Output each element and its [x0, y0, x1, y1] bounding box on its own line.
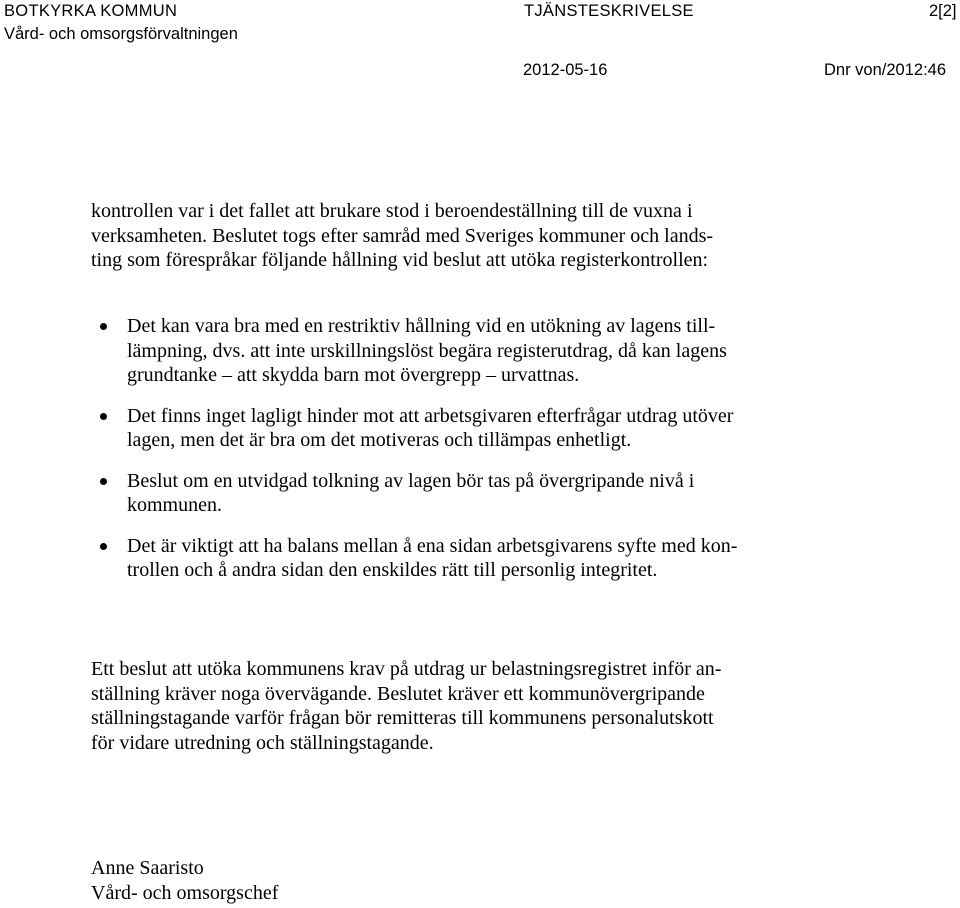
- bullet-item: [91, 534, 871, 583]
- intro-paragraph: [91, 199, 861, 273]
- intro-line: ting som förespråkar följande hållning vid beslut att utöka registerkontrollen:: [91, 249, 709, 271]
- bullet-icon: [100, 543, 107, 550]
- bullet-line: grundtanke – att skydda barn mot övergrepp – urvattnas.: [127, 364, 580, 386]
- bullet-item: [91, 469, 871, 518]
- bullet-icon: [100, 323, 107, 330]
- conclusion-paragraph: [91, 657, 861, 755]
- bullet-line: lämpning, dvs. att inte urskillningslöst begära registerutdrag, då kan lagens: [127, 339, 727, 362]
- bullet-line: lagen, men det är bra om det motiveras och tillämpas enhetligt.: [127, 429, 632, 451]
- intro-line: kontrollen var i det fallet att brukare stod i beroendeställning till de vuxna i: [91, 200, 693, 222]
- conclusion-line: ställning kräver noga övervägande. Beslutet kräver ett kommunövergripande: [91, 682, 705, 705]
- bullet-line: kommunen.: [127, 494, 222, 516]
- signature-block: [91, 856, 278, 905]
- organization-name: BOTKYRKA KOMMUN: [4, 2, 178, 20]
- bullet-icon: [100, 413, 107, 420]
- conclusion-line: för vidare utredning och ställningstagande.: [91, 731, 434, 754]
- bullet-line: trollen och å andra sidan den enskildes rätt till personlig integritet.: [127, 559, 658, 581]
- bullet-list: [91, 314, 871, 583]
- bullet-line: Beslut om en utvidgad tolkning av lagen bör tas på övergripande nivå i: [127, 469, 695, 492]
- signature-title: Vård- och omsorgschef: [91, 881, 279, 904]
- conclusion-line: Ett beslut att utöka kommunens krav på utdrag ur belastningsregistret inför an-: [91, 658, 722, 680]
- bullet-icon: [100, 478, 107, 485]
- bullet-item: [91, 404, 871, 453]
- document-date: 2012-05-16: [523, 61, 608, 79]
- bullet-item: [91, 314, 871, 388]
- department-name: Vård- och omsorgsförvaltningen: [4, 25, 238, 43]
- bullet-line: Det är viktigt att ha balans mellan å ena sidan arbetsgivarens syfte med kon-: [127, 534, 738, 557]
- signature-name: Anne Saaristo: [91, 857, 204, 879]
- diary-number: Dnr von/2012:46: [824, 61, 947, 79]
- document-type: TJÄNSTESKRIVELSE: [524, 2, 694, 20]
- intro-line: verksamheten. Beslutet togs efter samråd med Sveriges kommuner och lands-: [91, 224, 714, 247]
- page-number: 2[2]: [929, 2, 957, 20]
- conclusion-line: ställningstagande varför frågan bör remitteras till kommunens personalutskott: [91, 707, 714, 729]
- bullet-line: Det finns inget lagligt hinder mot att arbetsgivaren efterfrågar utdrag utöver: [127, 404, 734, 427]
- bullet-line: Det kan vara bra med en restriktiv hållning vid en utökning av lagens till-: [127, 315, 716, 337]
